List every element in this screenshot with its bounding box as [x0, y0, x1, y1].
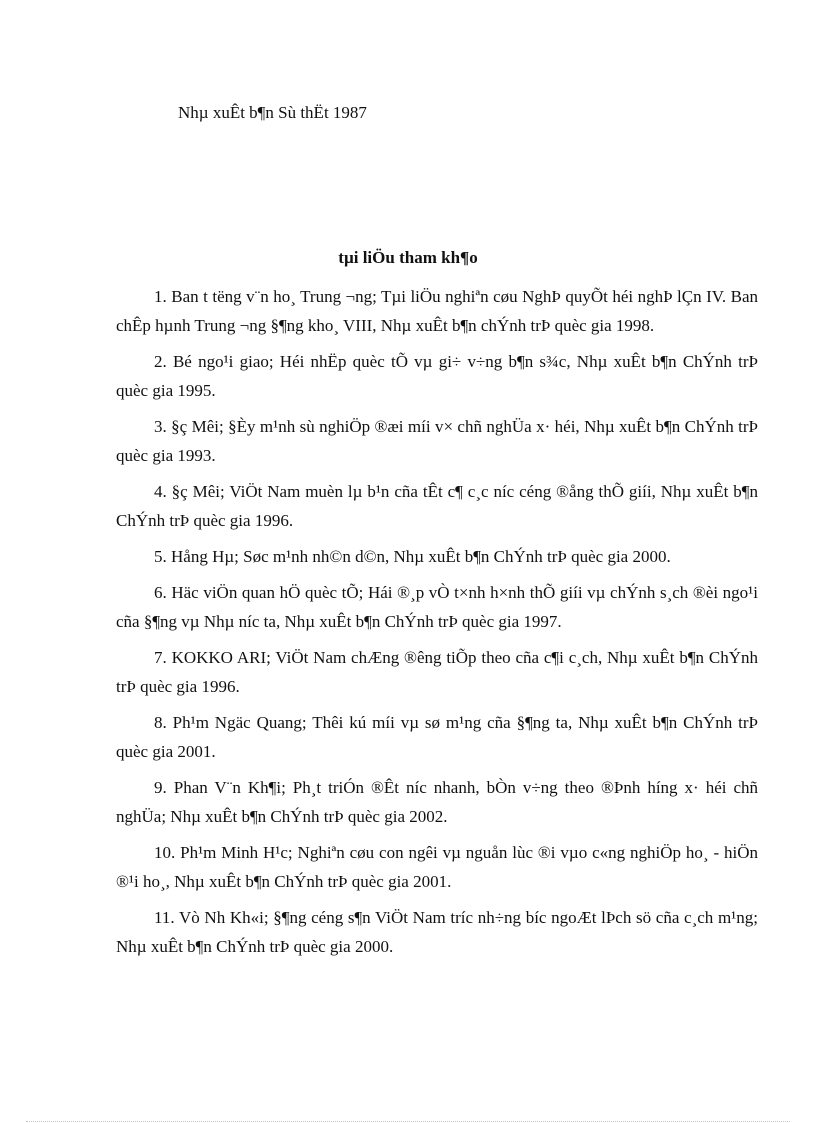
reference-item: 9. Phan V¨n Kh¶i; Ph¸t triÓn ®Êt níc nhanh, bÒn v÷ng theo ®Þnh híng x· héi chñ nghÜa; Nhµ xuÊt b¶n ChÝnh trÞ quèc gia 2002.	[116, 778, 758, 826]
reference-item: 10. Ph¹m Minh H¹c; Nghiªn cøu con ngêi vµ nguån lùc ®i vµo c«ng nghiÖp ho¸ - hiÖn ®¹i ho¸, Nhµ xuÊt b¶n ChÝnh trÞ quèc gia 2001.	[116, 843, 758, 891]
reference-item: 2. Bé ngo¹i giao; Héi nhËp quèc tÕ vµ gi÷ v÷ng b¶n s¾c, Nhµ xuÊt b¶n ChÝnh trÞ quèc gia 1995.	[116, 352, 758, 400]
reference-item: 1. Ban t tëng v¨n ho¸ Trung ¬ng; Tµi liÖu nghiªn cøu NghÞ quyÕt héi nghÞ lÇn IV. Ban chÊp hµnh Trung ¬ng §¶ng kho¸ VIII, Nhµ xuÊt b¶n chÝnh trÞ quèc gia 1998.	[116, 287, 758, 335]
reference-item: 11. Vò Nh Kh«i; §¶ng céng s¶n ViÖt Nam tríc nh÷ng bíc ngoÆt lÞch sö cña c¸ch m¹ng; Nhµ xuÊt b¶n ChÝnh trÞ quèc gia 2000.	[116, 908, 758, 956]
reference-item: 7. KOKKO ARI; ViÖt Nam chÆng ®êng tiÕp theo cña c¶i c¸ch, Nhµ xuÊt b¶n ChÝnh trÞ quèc gia 1996.	[116, 648, 758, 696]
reference-list	[116, 282, 758, 968]
reference-item: 6. Häc viÖn quan hÖ quèc tÕ; Hái ®¸p vÒ t×nh h×nh thÕ giíi vµ chÝnh s¸ch ®èi ngo¹i cña §¶ng vµ Nhµ níc ta, Nhµ xuÊt b¶n ChÝnh trÞ quèc gia 1997.	[116, 583, 758, 631]
references-heading: tµi liÖu tham kh¶o	[338, 248, 478, 267]
reference-item: 8. Ph¹m Ngäc Quang; Thêi kú míi vµ sø m¹ng cña §¶ng ta, Nhµ xuÊt b¶n ChÝnh trÞ quèc gia 2001.	[116, 713, 758, 761]
reference-item: 4. §ç Mêi; ViÖt Nam muèn lµ b¹n cña tÊt c¶ c¸c níc céng ®ång thÕ giíi, Nhµ xuÊt b¶n ChÝnh trÞ quèc gia 1996.	[116, 482, 758, 530]
reference-item: 5. Hång Hµ; Søc m¹nh nh©n d©n, Nhµ xuÊt b¶n ChÝnh trÞ quèc gia 2000.	[154, 547, 671, 566]
page-bottom-divider	[26, 1121, 790, 1122]
publisher-line: Nhµ xuÊt b¶n Sù thËt 1987	[178, 103, 367, 122]
reference-item: 3. §ç Mêi; §Èy m¹nh sù nghiÖp ®æi míi v× chñ nghÜa x· héi, Nhµ xuÊt b¶n ChÝnh trÞ quèc gia 1993.	[116, 417, 758, 465]
